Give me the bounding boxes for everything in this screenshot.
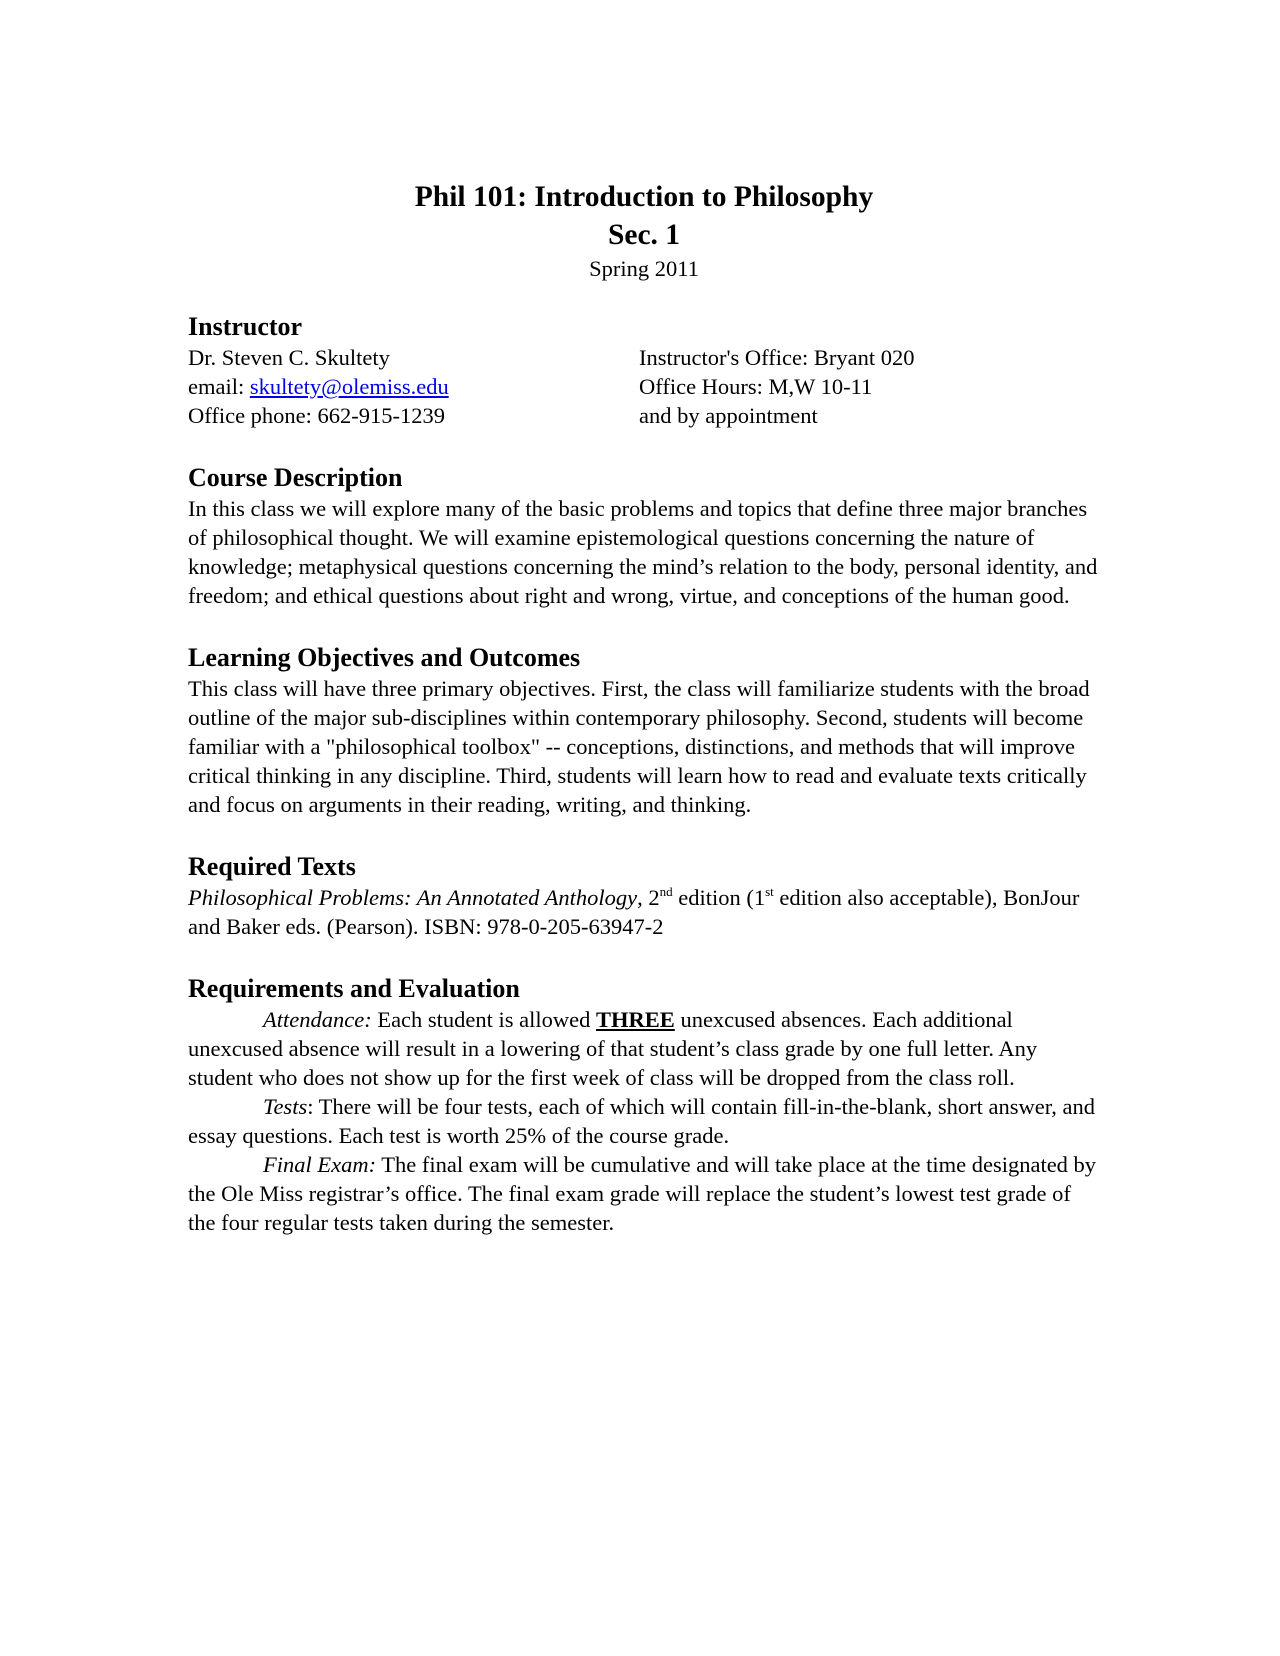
final-exam-paragraph	[188, 1150, 1100, 1237]
attendance-paragraph	[188, 1005, 1100, 1092]
required-texts-text	[188, 883, 1100, 941]
office-appointment: and by appointment	[639, 403, 818, 428]
attendance-label: Attendance:	[263, 1007, 372, 1032]
attendance-emphasis: THREE	[596, 1007, 675, 1032]
course-description-text: In this class we will explore many of the basic problems and topics that define three major branches of philosophical thought. We will examine epistemological questions concerning the nature of knowledge; metaphysical questions concerning the mind’s relation to the body, personal identity, and freedom; and ethical questions about right and wrong, virtue, and conceptions of the human good.	[188, 496, 1098, 608]
requirements-heading: Requirements and Evaluation	[188, 974, 520, 1003]
objectives-heading: Learning Objectives and Outcomes	[188, 643, 581, 672]
attendance-post: unexcused absences. Each additional unexcused absence will result in a lowering of that student’s class grade by one full letter. Any student who does not show up for the first week of class will be dropped from the class roll.	[188, 1007, 1038, 1090]
instructor-phone: Office phone: 662-915-1239	[188, 403, 446, 428]
course-title: Phil 101: Introduction to Philosophy	[414, 181, 874, 213]
edition-part2: edition (1	[672, 885, 766, 910]
edition-part1: , 2	[637, 885, 660, 910]
document-content	[188, 178, 1100, 1237]
instructor-email-line	[188, 372, 639, 401]
edition-sup2: st	[765, 884, 774, 899]
attendance-pre: Each student is allowed	[371, 1007, 597, 1032]
objectives-text: This class will have three primary objectives. First, the class will familiarize students with the broad outline of the major sub-disciplines within contemporary philosophy. Second, students will become familiar with a "philosophical toolbox" -- conceptions, distinctions, and methods that will improve critical thinking in any discipline. Third, students will learn how to read and evaluate texts critically and focus on arguments in their reading, writing, and thinking.	[188, 676, 1090, 817]
book-title: Philosophical Problems: An Annotated Anthology	[188, 885, 638, 910]
course-description-heading: Course Description	[188, 463, 403, 492]
final-exam-label: Final Exam:	[263, 1152, 377, 1177]
instructor-name: Dr. Steven C. Skultety	[188, 345, 390, 370]
edition-sup1: nd	[659, 884, 673, 899]
tests-paragraph	[188, 1092, 1100, 1150]
email-label: email:	[188, 374, 250, 399]
instructor-contact	[188, 343, 639, 430]
instructor-heading: Instructor	[188, 312, 303, 341]
email-link[interactable]: skultety@olemiss.edu	[249, 374, 449, 399]
edition-part3: edition also acceptable), BonJour and Baker eds. (Pearson). ISBN: 978-0-205-63947-2	[188, 885, 1080, 939]
instructor-office	[639, 343, 1100, 430]
tests-label: Tests	[263, 1094, 308, 1119]
required-texts-heading: Required Texts	[188, 852, 356, 881]
course-term: Spring 2011	[589, 256, 699, 281]
course-section: Sec. 1	[607, 219, 681, 251]
tests-text: : There will be four tests, each of which will contain fill-in-the-blank, short answer, and essay questions. Each test is worth 25% of the course grade.	[188, 1094, 1096, 1148]
instructor-info	[188, 343, 1100, 430]
office-hours: Office Hours: M,W 10-11	[639, 374, 873, 399]
office-location: Instructor's Office: Bryant 020	[639, 345, 915, 370]
final-exam-text: The final exam will be cumulative and will take place at the time designated by the Ole Miss registrar’s office. The final exam grade will replace the student’s lowest test grade of the four regular tests taken during the semester.	[188, 1152, 1097, 1235]
